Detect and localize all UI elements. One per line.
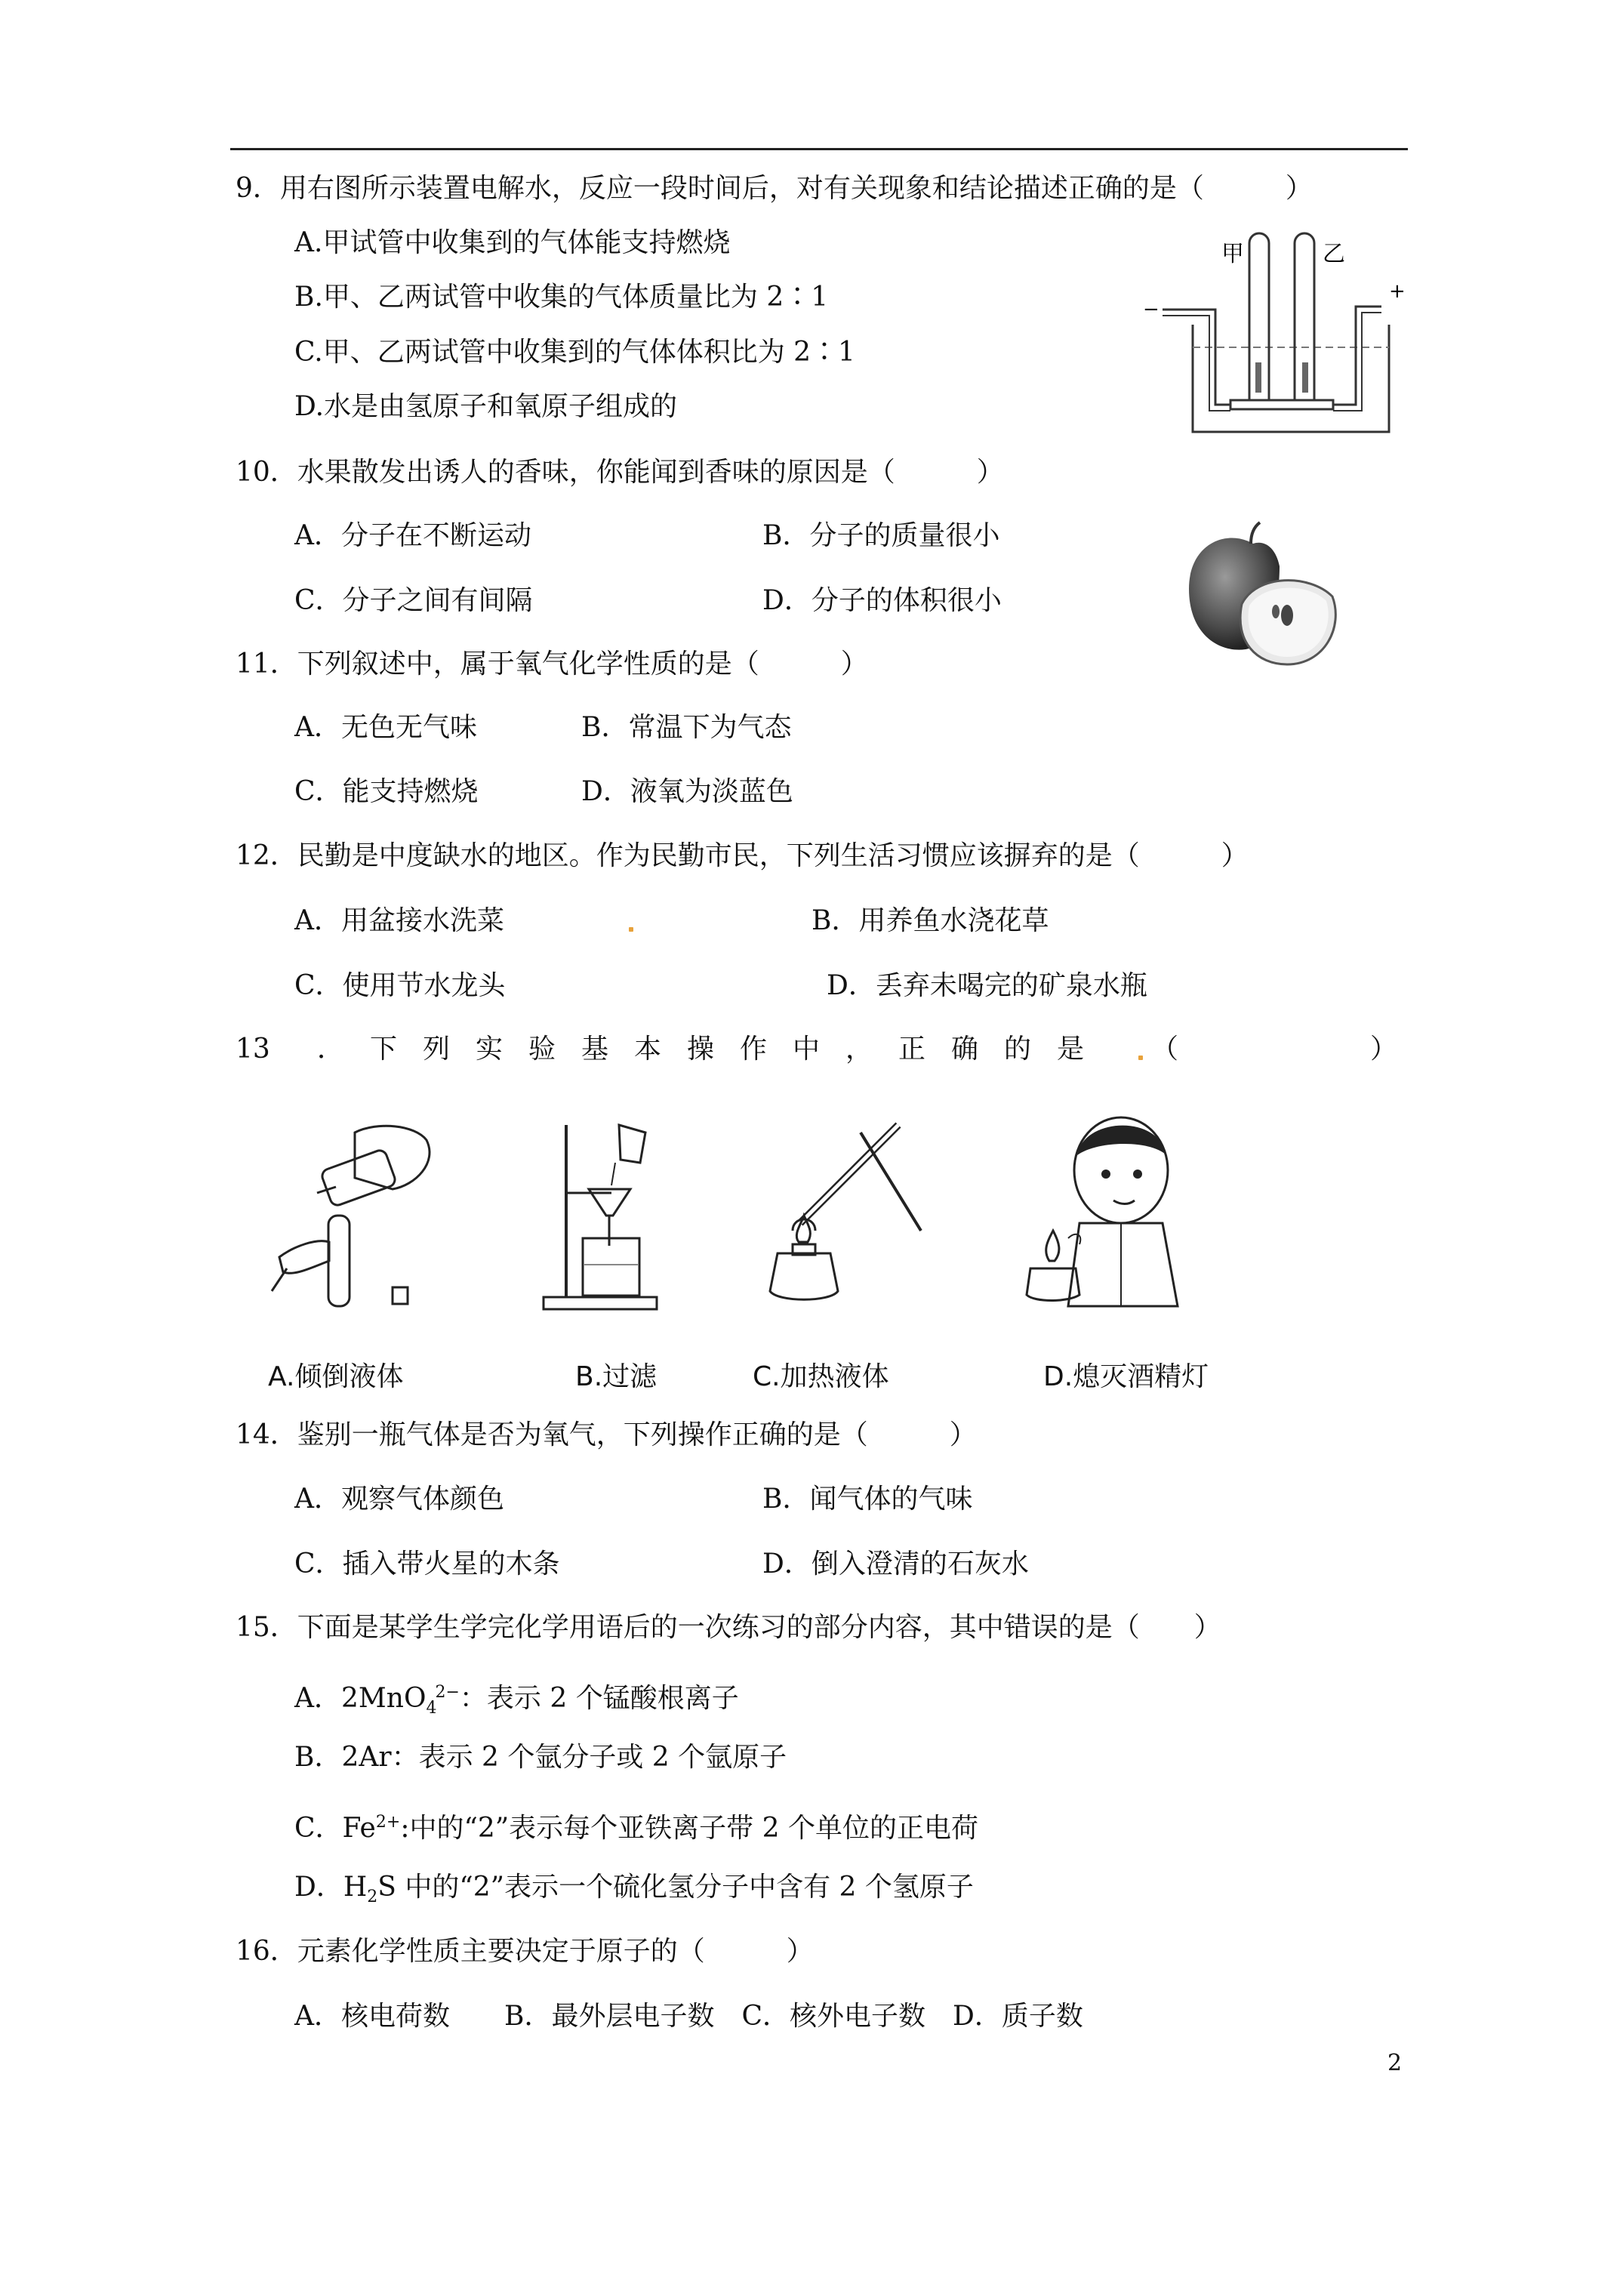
q11-option-d: D．液氧为淡蓝色 — [581, 776, 793, 807]
minus-sign: − — [1143, 298, 1160, 321]
q9-stem: 9．用右图所示装置电解水，反应一段时间后，对有关现象和结论描述正确的是（ ） — [236, 173, 1313, 204]
q12-option-d: D．丢弃未喝完的矿泉水瓶 — [827, 970, 1147, 1001]
q15-option-c — [294, 1804, 978, 1847]
q14-option-c: C．插入带火星的木条 — [294, 1549, 560, 1579]
q11-option-c: C．能支持燃烧 — [294, 776, 479, 807]
q11-stem: 11．下列叙述中，属于氧气化学性质的是（ ） — [236, 649, 868, 680]
q15-option-b: B．2Ar：表示 2 个氩分子或 2 个氩原子 — [294, 1742, 787, 1773]
q16-options: A．核电荷数 B．最外层电子数 C．核外电子数 D．质子数 — [294, 2001, 1083, 2032]
q13-caption-c: C.加热液体 — [753, 1361, 889, 1392]
pouring-liquid-figure — [264, 1117, 445, 1314]
q14-option-a: A．观察气体颜色 — [294, 1484, 504, 1515]
q9-option-d: D.水是由氢原子和氧原子组成的 — [294, 391, 678, 422]
q15-d-formula: D．H — [294, 1872, 368, 1903]
q15-a-text: ：表示 2 个锰酸根离子 — [459, 1683, 739, 1714]
q14-option-d: D．倒入澄清的石灰水 — [762, 1549, 1029, 1579]
q12-option-c: C．使用节水龙头 — [294, 970, 506, 1001]
q15-option-a — [294, 1675, 739, 1727]
q10-option-a: A．分子在不断运动 — [294, 520, 531, 551]
q15-d-subscript: 2 — [367, 1888, 378, 1907]
q15-a-formula: A．2MnO — [294, 1683, 427, 1714]
electrolysis-apparatus-figure — [1132, 227, 1419, 445]
q13-stem-text: ．下列实验基本操作中，正确的是 — [317, 1034, 1110, 1065]
q9-option-b: B.甲、乙两试管中收集的气体质量比为 2∶1 — [294, 282, 829, 313]
q13-stem-number: 13 — [236, 1034, 270, 1065]
q10-stem: 10．水果散发出诱人的香味，你能闻到香味的原因是（ ） — [236, 457, 1004, 488]
q15-d-text: S 中的“2”表示一个硫化氢分子中含有 2 个氢原子 — [377, 1872, 974, 1903]
q15-stem: 15．下面是某学生学完化学用语后的一次练习的部分内容，其中错误的是（ ） — [236, 1612, 1221, 1643]
q10-option-d: D．分子的体积很小 — [762, 585, 1002, 616]
q9-option-a: A.甲试管中收集到的气体能支持燃烧 — [294, 227, 731, 258]
heating-liquid-figure — [717, 1110, 936, 1314]
q13-caption-b: B.过滤 — [575, 1361, 658, 1392]
q9-option-c: C.甲、乙两试管中收集到的气体体积比为 2∶1 — [294, 337, 855, 368]
decorative-dot — [629, 927, 633, 932]
q10-option-b: B．分子的质量很小 — [762, 520, 1000, 551]
q13-caption-a: A.倾倒液体 — [268, 1361, 404, 1392]
q11-option-b: B．常温下为气态 — [581, 712, 792, 743]
filtration-figure — [536, 1110, 664, 1314]
q16-stem: 16．元素化学性质主要决定于原子的（ ） — [236, 1936, 814, 1967]
decorative-dot-2 — [1138, 1056, 1143, 1060]
q15-a-superscript: 2− — [435, 1683, 460, 1702]
tube-label-right: 乙 — [1323, 241, 1345, 267]
q14-stem: 14．鉴别一瓶气体是否为氧气，下列操作正确的是（ ） — [236, 1419, 977, 1450]
q15-c-formula: C．Fe — [294, 1813, 376, 1844]
header-rule — [230, 148, 1408, 150]
q13-paren-open: （ — [1151, 1034, 1179, 1065]
plus-sign: + — [1389, 280, 1406, 303]
q11-option-a: A．无色无气味 — [294, 712, 477, 743]
q12-stem: 12．民勤是中度缺水的地区。作为民勤市民，下列生活习惯应该摒弃的是（ ） — [236, 840, 1249, 871]
q13-paren-close: ） — [1370, 1034, 1398, 1065]
page-number: 2 — [1387, 2050, 1403, 2076]
q12-option-b: B．用养鱼水浇花草 — [812, 905, 1049, 936]
apple-image — [1181, 521, 1347, 672]
q13-caption-d: D.熄灭酒精灯 — [1043, 1361, 1209, 1392]
q10-option-c: C．分子之间有间隔 — [294, 585, 533, 616]
q12-option-a: A．用盆接水洗菜 — [294, 905, 504, 936]
q15-c-superscript: 2+ — [375, 1813, 401, 1832]
q15-a-subscript: 4 — [426, 1699, 437, 1718]
extinguishing-lamp-figure — [1008, 1110, 1196, 1314]
q15-option-d — [294, 1869, 974, 1915]
tube-label-left: 甲 — [1221, 241, 1244, 267]
q14-option-b: B．闻气体的气味 — [762, 1484, 973, 1515]
q15-c-text: :中的“2”表示每个亚铁离子带 2 个单位的正电荷 — [400, 1813, 978, 1844]
